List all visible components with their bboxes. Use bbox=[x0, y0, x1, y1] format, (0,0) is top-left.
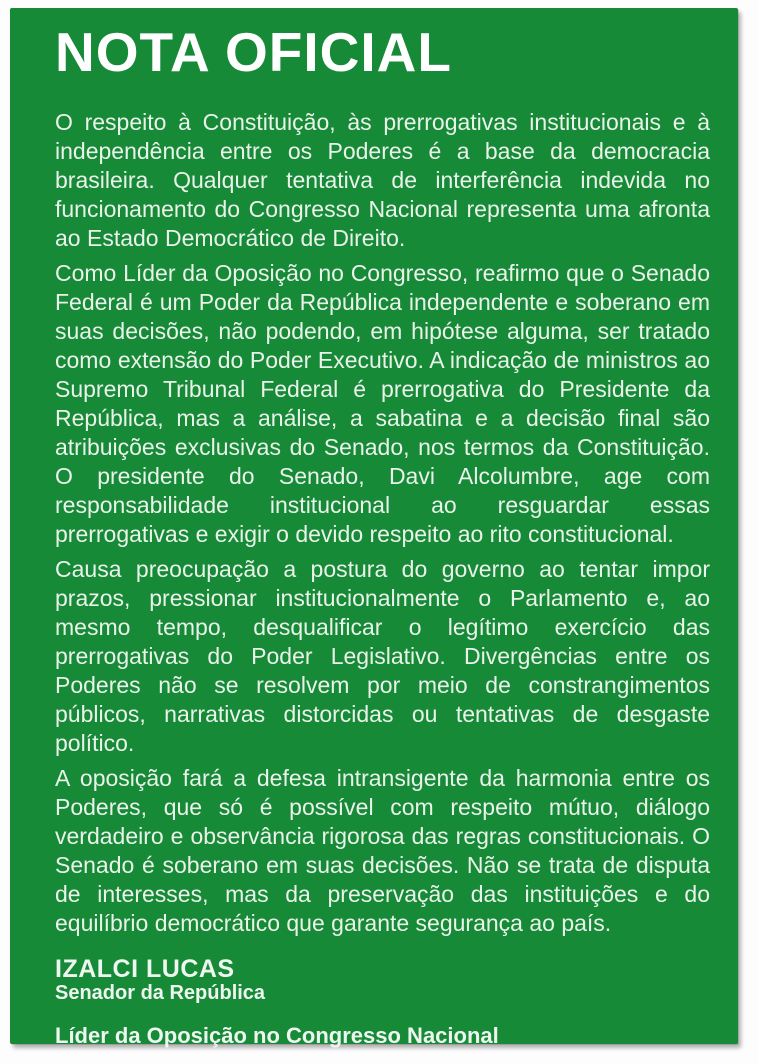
note-body bbox=[55, 108, 710, 938]
note-paragraph-3: Causa preocupação a postura do governo ao tentar impor prazos, pressionar institucionalmente o Parlamento e, ao mesmo tempo, desqualificar o legítimo exercício das prerrogativas do Poder Legislativo. Divergências entre os Poderes não se resolvem por meio de constrangimentos públicos, narrativas distorcidas ou tentativas de desgaste político. bbox=[55, 555, 710, 756]
signature-block bbox=[55, 956, 710, 1049]
note-title: NOTA OFICIAL bbox=[55, 21, 452, 83]
note-paragraph-4: A oposição fará a defesa intransigente da harmonia entre os Poderes, que só é possível com respeito mútuo, diálogo verdadeiro e observância rigorosa das regras constitucionais. O Senado é soberano em suas decisões. Não se trata de disputa de interesses, mas da preservação das instituições e do equilíbrio democrático que garante segurança ao país. bbox=[55, 764, 710, 936]
signature-name: IZALCI LUCAS bbox=[55, 954, 235, 983]
note-paragraph-1: O respeito à Constituição, às prerrogativas institucionais e à independência entre os Poderes é a base da democracia brasileira. Qualquer tentativa de interferência indevida no funcionamento do Congresso Nacional representa uma afronta ao Estado Democrático de Direito. bbox=[55, 108, 710, 251]
note-card bbox=[10, 8, 738, 1048]
note-paragraph-2: Como Líder da Oposição no Congresso, reafirmo que o Senado Federal é um Poder da República independente e soberano em suas decisões, não podendo, em hipótese alguma, ser tratado como extensão do Poder Executivo. A indicação de ministros ao Supremo Tribunal Federal é prerrogativa do Presidente da República, mas a análise, a sabatina e a decisão final são atribuições exclusivas do Senado, nos termos da Constituição. O presidente do Senado, Davi Alcolumbre, age com responsabilidade institucional ao resguardar essas prerrogativas e exigir o devido respeito ao rito constitucional. bbox=[55, 259, 710, 547]
signature-role: Senador da República bbox=[55, 982, 266, 1004]
signature-position: Líder da Oposição no Congresso Nacional bbox=[55, 1023, 499, 1048]
